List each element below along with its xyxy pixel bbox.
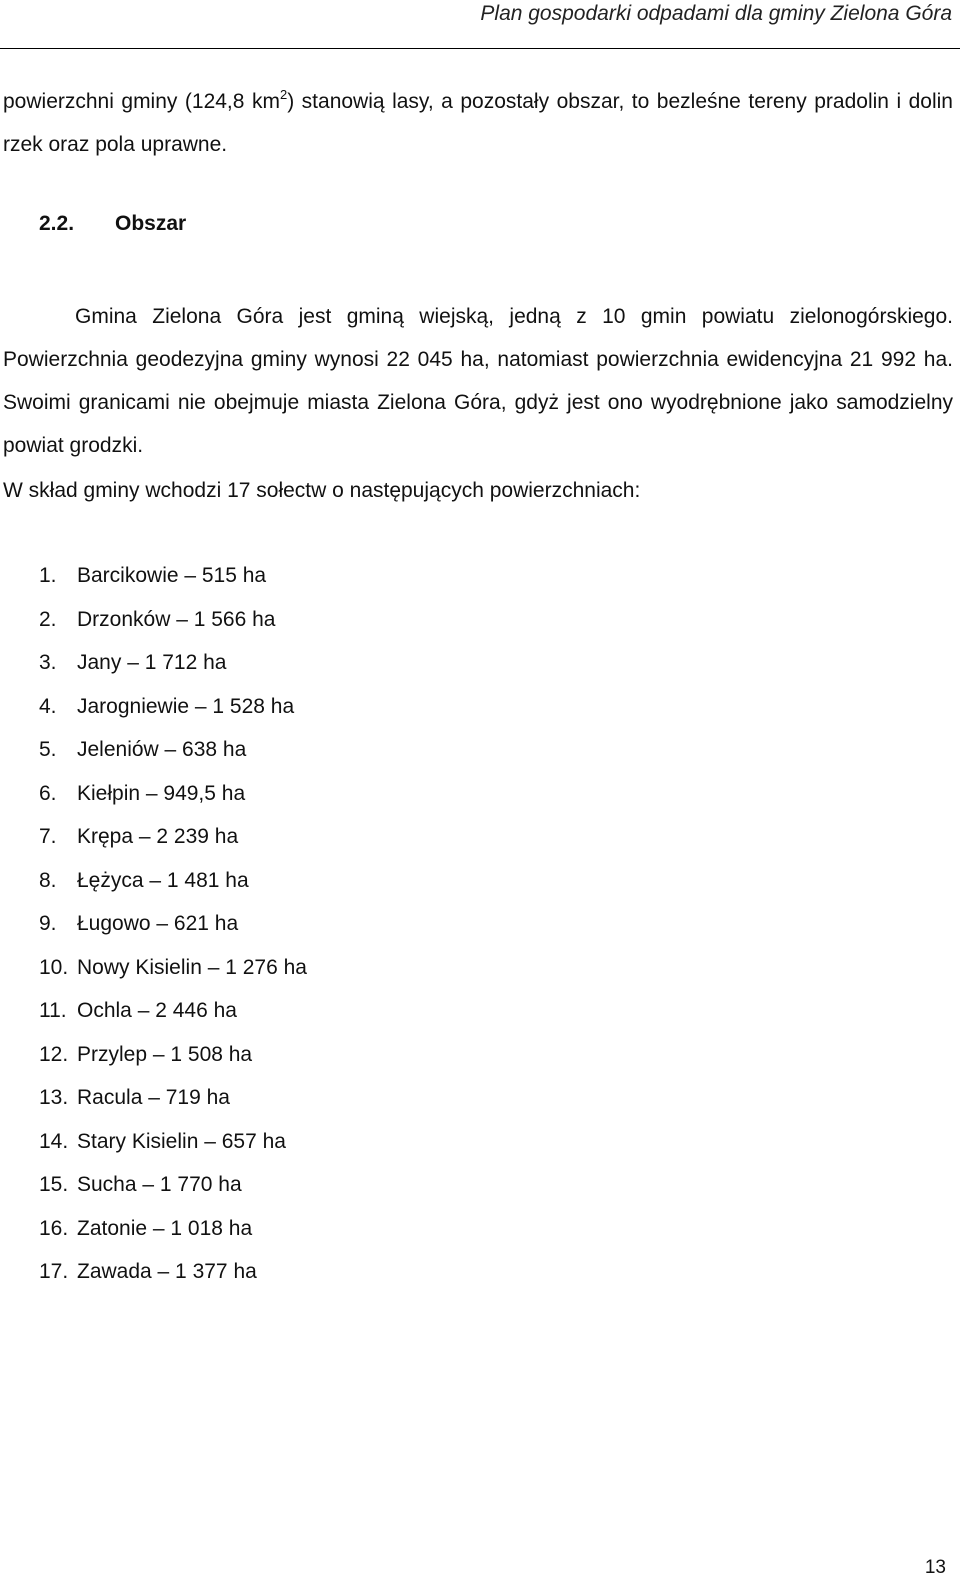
list-item (39, 1040, 307, 1084)
list-item (39, 1170, 307, 1214)
list-item-text: Kiełpin – 949,5 ha (77, 781, 246, 805)
list-item (39, 996, 307, 1040)
list-item-number: 10. (39, 955, 69, 979)
list-item (39, 1127, 307, 1171)
list-item (39, 909, 307, 953)
section-heading (39, 212, 186, 236)
list-item-number: 17. (39, 1260, 69, 1283)
list-item-text: Barcikowie – 515 ha (77, 564, 267, 587)
list-item (39, 1083, 307, 1127)
list-item-text: Stary Kisielin – 657 ha (77, 1129, 286, 1153)
list-item (39, 605, 307, 649)
list-item (39, 953, 307, 997)
list-item-number: 15. (39, 1173, 69, 1196)
list-item-number: 4. (39, 694, 57, 718)
list-item-number: 5. (39, 738, 57, 761)
list-item (39, 1257, 307, 1301)
list-item-text: Nowy Kisielin – 1 276 ha (77, 955, 307, 979)
list-item-number: 3. (39, 651, 57, 674)
list-item-text: Racula – 719 ha (77, 1086, 230, 1109)
list-item-text: Zatonie – 1 018 ha (77, 1216, 253, 1240)
list-item-text: Łężyca – 1 481 ha (77, 868, 249, 892)
village-list (39, 561, 307, 1301)
list-item-text: Sucha – 1 770 ha (77, 1173, 242, 1196)
list-item-text: Jany – 1 712 ha (77, 651, 227, 674)
list-item-number: 7. (39, 825, 57, 848)
list-item-text: Drzonków – 1 566 ha (77, 607, 276, 631)
list-item-text: Ługowo – 621 ha (77, 912, 239, 935)
superscript: 2 (279, 87, 288, 102)
list-item-number: 6. (39, 781, 57, 805)
list-item-text: Jeleniów – 638 ha (77, 738, 247, 761)
list-intro: W skład gminy wchodzi 17 sołectw o następujących powierzchniach: (3, 479, 641, 502)
running-header: Plan gospodarki odpadami dla gminy Zielona Góra (480, 2, 952, 25)
header-rule (0, 48, 960, 49)
section-number: 2.2. (39, 212, 75, 235)
list-item-number: 11. (39, 999, 67, 1022)
section-title: Obszar (115, 212, 187, 235)
intro-text-end: ) stanowią lasy, a pozostały obszar, to bezleśne tereny pradolin i dolin rzek oraz pola uprawne. (3, 90, 953, 156)
list-item-number: 16. (39, 1216, 69, 1240)
intro-text-start: powierzchni gminy (124,8 km (3, 90, 280, 113)
list-item (39, 822, 307, 866)
list-item (39, 648, 307, 692)
list-item-number: 13. (39, 1086, 69, 1109)
page-number: 13 (924, 1557, 946, 1578)
list-item-text: Krępa – 2 239 ha (77, 825, 239, 848)
list-item (39, 735, 307, 779)
list-item (39, 692, 307, 736)
list-item-number: 8. (39, 868, 57, 892)
list-item-number: 14. (39, 1129, 69, 1153)
list-item-text: Ochla – 2 446 ha (77, 999, 237, 1022)
list-item-text: Zawada – 1 377 ha (77, 1260, 257, 1283)
list-item-number: 9. (39, 912, 57, 935)
list-item-number: 1. (39, 564, 57, 587)
list-item (39, 1214, 307, 1258)
list-item (39, 866, 307, 910)
list-item-text: Jarogniewie – 1 528 ha (77, 694, 295, 718)
list-item-number: 12. (39, 1042, 69, 1066)
list-item-number: 2. (39, 607, 57, 631)
list-item-text: Przylep – 1 508 ha (77, 1042, 253, 1066)
body-paragraph: Gmina Zielona Góra jest gminą wiejską, jedną z 10 gmin powiatu zielonogórskiego. Powierzchnia geodezyjna gminy wynosi 22 045 ha, natomiast powierzchnia ewidencyjna 21 992 ha. Swoimi granicami nie obejmuje miasta Zielona Góra, gdyż jest ono wyodrębnione jako samodzielny powiat grodzki. (3, 305, 953, 457)
list-item (39, 561, 307, 605)
list-item (39, 779, 307, 823)
intro-paragraph (3, 80, 953, 166)
